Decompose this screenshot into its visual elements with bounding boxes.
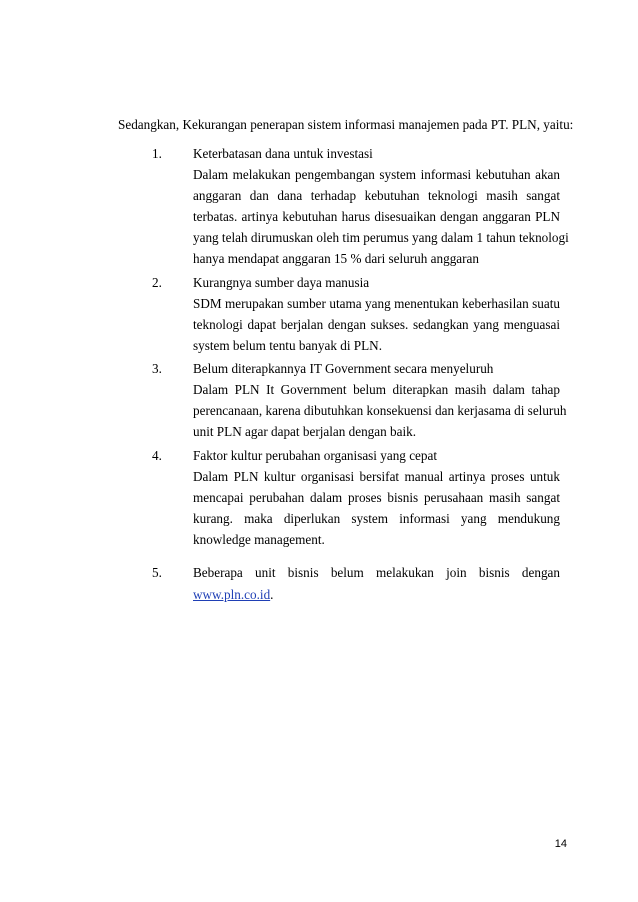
list-item-line: knowledge management.	[193, 532, 325, 547]
list-number: 1.	[152, 146, 162, 161]
list-item-line	[193, 587, 560, 603]
list-item-heading: Kurangnya sumber daya manusia	[193, 275, 370, 290]
list-item-heading: Keterbatasan dana untuk investasi	[193, 146, 373, 161]
list-item-line: teknologi dapat berjalan dengan sukses. sedangkan yang menguasai	[193, 317, 560, 332]
list-item-line: system belum tentu banyak di PLN.	[193, 338, 382, 353]
list-item-line: Dalam PLN It Government belum diterapkan masih dalam tahap	[193, 382, 560, 397]
list-item-line: terbatas. artinya kebutuhan harus disesuaikan dengan anggaran PLN	[193, 209, 560, 224]
list-item-line: kurang. maka diperlukan system informasi yang mendukung	[193, 511, 560, 526]
intro-paragraph: Sedangkan, Kekurangan penerapan sistem informasi manajemen pada PT. PLN, yaitu:	[118, 117, 574, 132]
list-item-heading: Faktor kultur perubahan organisasi yang cepat	[193, 448, 438, 463]
list-item-heading: Beberapa unit bisnis belum melakukan join bisnis dengan	[193, 565, 560, 580]
list-item-line: perencanaan, karena dibutuhkan konsekuensi dan kerjasama di seluruh	[193, 403, 567, 418]
list-item-line: unit PLN agar dapat berjalan dengan baik.	[193, 424, 417, 439]
list-item-line: Dalam PLN kultur organisasi bersifat manual artinya proses untuk	[193, 469, 560, 484]
list-item-line: mencapai perubahan dalam proses bisnis perusahaan masih sangat	[193, 490, 560, 505]
list-number: 2.	[152, 275, 162, 290]
list-item-heading: Belum diterapkannya IT Government secara menyeluruh	[193, 361, 494, 376]
website-link[interactable]: www.pln.co.id	[193, 587, 271, 602]
page-number: 14	[554, 838, 567, 850]
list-number: 4.	[152, 448, 162, 463]
list-number: 5.	[152, 565, 162, 580]
list-number: 3.	[152, 361, 162, 376]
link-suffix: .	[270, 587, 274, 602]
list-item-line: SDM merupakan sumber utama yang menentukan keberhasilan suatu	[193, 296, 560, 311]
list-item-line: yang telah dirumuskan oleh tim perumus yang dalam 1 tahun teknologi	[193, 230, 569, 245]
list-item-line: anggaran dan dana terhadap kebutuhan teknologi masih sangat	[193, 188, 560, 203]
list-item-line: Dalam melakukan pengembangan system informasi kebutuhan akan	[193, 167, 560, 182]
list-item-line: hanya mendapat anggaran 15 % dari seluruh anggaran	[193, 251, 479, 266]
